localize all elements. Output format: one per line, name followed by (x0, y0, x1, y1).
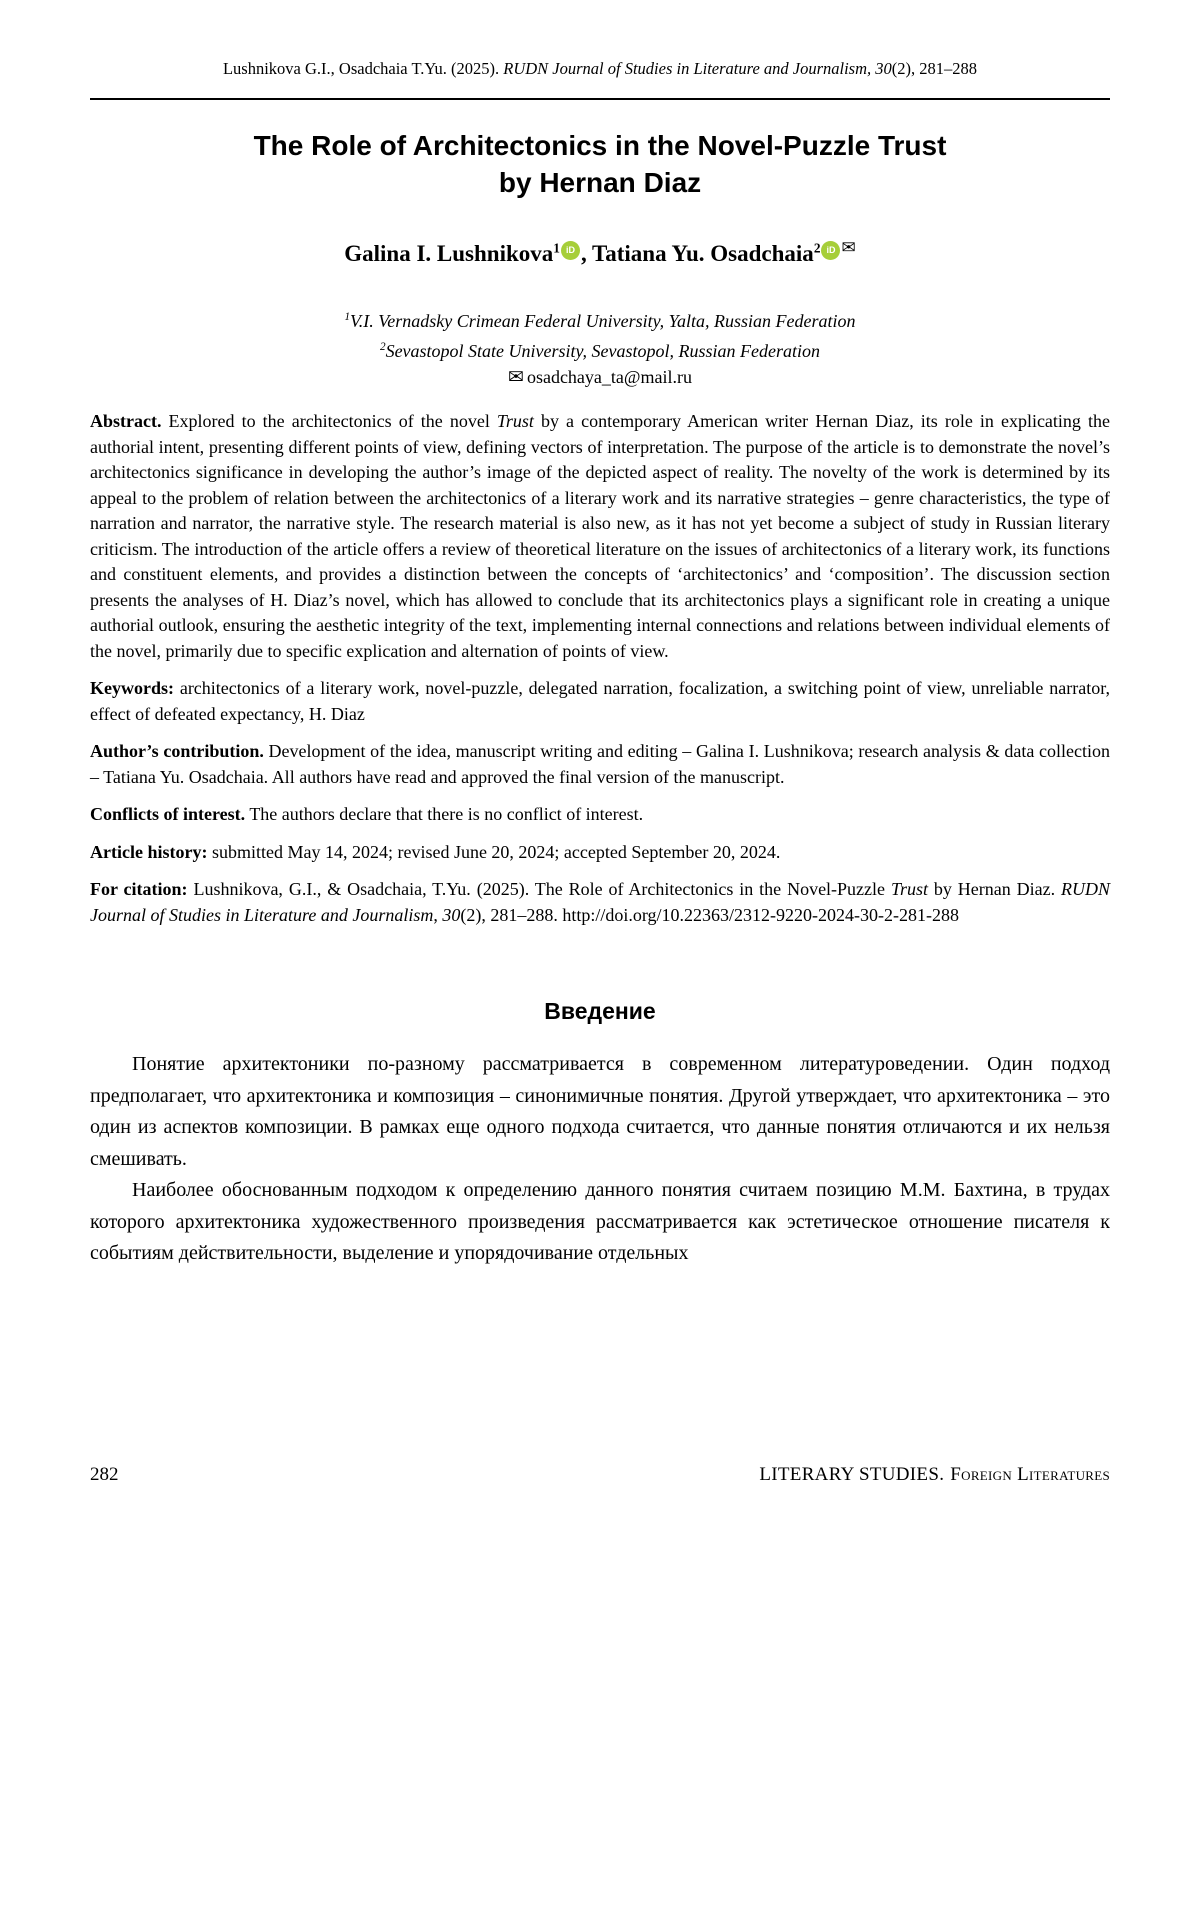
author-2-name: Tatiana Yu. Osadchaia (592, 241, 814, 266)
envelope-icon[interactable]: ✉ (508, 367, 524, 388)
running-head: Lushnikova G.I., Osadchaia T.Yu. (2025). RUDN Journal of Studies in Literature and Journalism, 30(2), 281–288 (222, 59, 978, 78)
header-rule (90, 98, 1110, 100)
affiliation-1-mark: 1 (344, 311, 351, 323)
footer-section-title: LITERARY STUDIES. (759, 1464, 945, 1485)
author-1-name: Galina I. Lushnikova (344, 241, 554, 266)
authors-separator: , (580, 241, 593, 266)
orcid-icon-author-1[interactable]: iD (561, 241, 580, 260)
affiliations-block (90, 304, 1110, 391)
corresponding-author-envelope-icon[interactable]: ✉ (841, 238, 856, 257)
orcid-icon-author-2[interactable]: iD (821, 241, 840, 260)
article-history-paragraph: Article history: submitted May 14, 2024; revised June 20, 2024; accepted September 20, 2024. (90, 841, 781, 862)
keywords-paragraph: Keywords: architectonics of a literary work, novel-puzzle, delegated narration, focalization, a switching point of view, unreliable narrator, effect of defeated expectancy, H. Diaz (90, 678, 1110, 724)
article-title (90, 127, 1110, 201)
affiliation-1-text: V.I. Vernadsky Crimean Federal University, Yalta, Russian Federation (350, 311, 856, 331)
introduction-paragraph-2: Наиболее обоснованным подходом к определению данного понятия считаем позицию М.М. Бахтина, в трудах которого архитектоника художественного произведения рассматривается как эстетическое отношение писателя к событиям действительности, выделение и упорядочивание отдельных (90, 1179, 1110, 1264)
conflicts-of-interest-paragraph: Conflicts of interest. The authors declare that there is no conflict of interest. (90, 804, 644, 824)
affiliation-2-text: Sevastopol State University, Sevastopol, Russian Federation (385, 341, 820, 361)
email-line (90, 364, 1110, 391)
page-footer (90, 1464, 1110, 1486)
for-citation-paragraph: For citation: Lushnikova, G.I., & Osadchaia, T.Yu. (2025). The Role of Architectonics in the Novel-Puzzle Trust by Hernan Diaz. RUDN Journal of Studies in Literature and Journalism, 30(2), 281–288. http://doi.org/10.22363/2312-9220-2024-30-2-281-288 (90, 879, 1111, 925)
authors-contribution-paragraph: Author’s contribution. Development of the idea, manuscript writing and editing – Galina I. Lushnikova; research analysis & data collection – Tatiana Yu. Osadchaia. All authors have read and approved the final version of the manuscript. (90, 741, 1110, 787)
title-line-2: by Hernan Diaz (498, 167, 702, 198)
title-line-1: The Role of Architectonics in the Novel-Puzzle Trust (253, 130, 947, 161)
introduction-paragraph-1: Понятие архитектоники по-разному рассматривается в современном литературоведении. Один подход предполагает, что архитектоника и композиция – синонимичные понятия. Другой утверждает, что архитектоника – это один из аспектов композиции. В рамках еще одного подхода считается, что данные понятия отличаются и их нельзя смешивать. (90, 1053, 1110, 1170)
footer-subsection-title: Foreign Literatures (950, 1464, 1110, 1485)
authors-line (90, 239, 1110, 271)
affiliation-2-mark: 2 (379, 341, 386, 353)
email-address[interactable]: osadchaya_ta@mail.ru (526, 367, 692, 387)
author-2-affiliation-mark: 2 (813, 240, 821, 256)
section-heading-introduction: Введение (544, 998, 656, 1024)
author-1-affiliation-mark: 1 (553, 240, 560, 256)
footer-running-title (759, 1464, 1110, 1486)
affiliation-2 (90, 334, 1110, 364)
abstract-paragraph: Abstract. Explored to the architectonics of the novel Trust by a contemporary American writer Hernan Diaz, its role in explicating the authorial intent, presenting different points of view, defining vectors of interpretation. The purpose of the article is to demonstrate the novel’s architectonics significance in developing the author’s image of the depicted aspect of reality. The novelty of the work is determined by its appeal to the problem of relation between the architectonics of a literary work and its narrative strategies – genre characteristics, the type of narration and narrator, the narrative style. The research material is also new, as it has not yet become a subject of study in Russian literary criticism. The introduction of the article offers a review of theoretical literature on the issues of architectonics of a literary work, its functions and constituent elements, and provides a distinction between the concepts of ‘architectonics’ and ‘composition’. The discussion section presents the analyses of H. Diaz’s novel, which has allowed to conclude that its architectonics plays a significant role in creating a unique authorial outlook, ensuring the aesthetic integrity of the text, implementing internal connections and relations between individual elements of the novel, primarily due to specific explication and alternation of points of view. (90, 411, 1110, 661)
affiliation-1 (90, 304, 1110, 334)
page-number: 282 (90, 1464, 119, 1485)
